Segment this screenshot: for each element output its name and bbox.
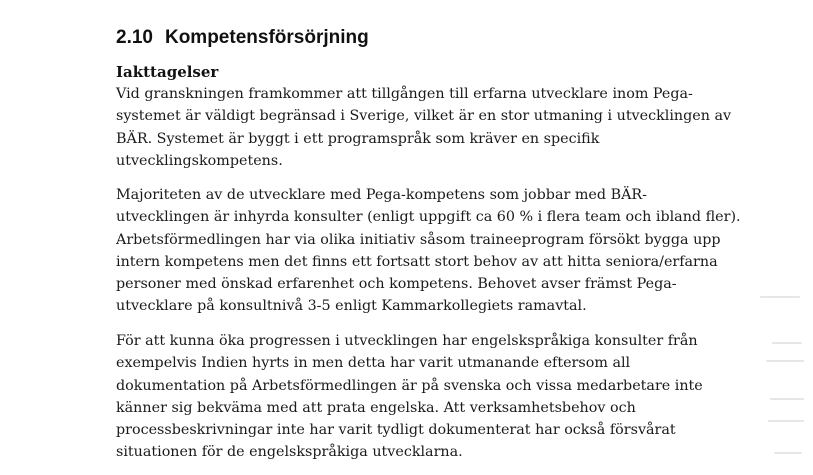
- bleed-through-mark: [774, 452, 802, 454]
- section-title: Kompetensförsörjning: [164, 27, 369, 48]
- section-heading: [116, 27, 369, 49]
- paragraph-line: Vid granskningen framkommer att tillgången till erfarna utvecklare inom Pega-: [116, 86, 693, 102]
- bleed-through-mark: [770, 398, 804, 400]
- paragraph-line: dokumentation på Arbetsförmedlingen är på svenska och vissa medarbetare inte: [116, 377, 703, 394]
- paragraph-line: Arbetsförmedlingen har via olika initiativ såsom traineeprogram försökt bygga upp: [116, 231, 721, 248]
- paragraph-line: systemet är väldigt begränsad i Sverige, vilket är en stor utmaning i utvecklingen av: [116, 108, 732, 125]
- paragraph-line: Majoriteten av de utvecklare med Pega-kompetens som jobbar med BÄR-: [116, 187, 648, 203]
- paragraph-line: personer med önskad erfarenhet och kompetens. Behovet avser främst Pega-: [116, 276, 677, 293]
- paragraph-line: BÄR. Systemet är byggt i ett programspråk som kräver en specifik: [116, 130, 600, 147]
- paragraph-line: utvecklingskompetens.: [116, 152, 283, 169]
- paragraph-line: situationen för de engelskspråkiga utvecklarna.: [116, 444, 463, 461]
- paragraph-line: För att kunna öka progressen i utvecklingen har engelskspråkiga konsulter från: [116, 333, 698, 349]
- paragraph-line: processbeskrivningar inte har varit tydligt dokumenterat har också försvårat: [116, 422, 676, 439]
- paragraph-line: utvecklare på konsultnivå 3-5 enligt Kammarkollegiets ramavtal.: [116, 298, 587, 315]
- bleed-through-mark: [768, 420, 804, 422]
- paragraph-line: utvecklingen är inhyrda konsulter (enligt uppgift ca 60 % i flera team och ibland fler).: [116, 209, 741, 226]
- paragraph-line: exempelvis Indien hyrts in men detta har varit utmanande eftersom all: [116, 355, 631, 372]
- bleed-through-mark: [772, 342, 802, 344]
- subheading-observations: Iakttagelser: [116, 63, 219, 81]
- paragraph-3: [116, 330, 703, 464]
- bleed-through-mark: [760, 296, 800, 298]
- paragraph-line: känner sig bekväma med att prata engelska. Att verksamhetsbehov och: [116, 399, 636, 416]
- bleed-through-mark: [766, 360, 804, 362]
- paragraph-1: [116, 83, 731, 172]
- paragraph-line: intern kompetens men det finns ett fortsatt stort behov av att hitta seniora/erfarna: [116, 253, 718, 270]
- section-number: 2.10: [116, 27, 153, 48]
- paragraph-2: [116, 184, 741, 318]
